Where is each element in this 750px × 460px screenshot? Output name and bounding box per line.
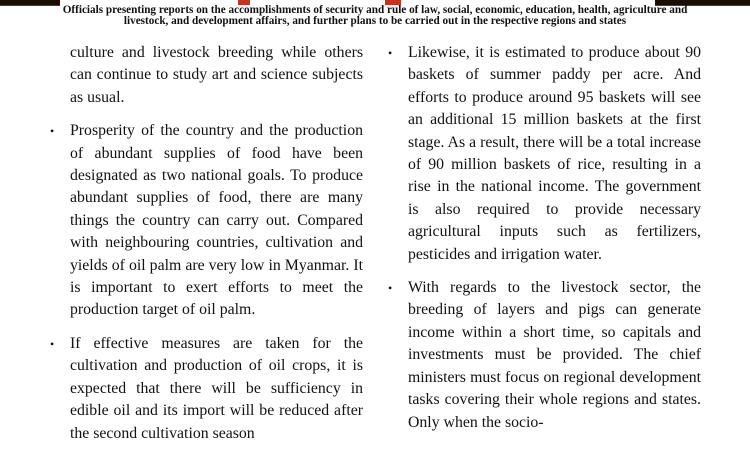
paragraph [50,42,363,109]
bullet-paragraph [50,120,363,322]
paragraph-text: culture and livestock breeding while others can continue to study art and science subjects as usual. [70,44,363,106]
bullet-icon: • [388,46,393,60]
bullet-icon: • [388,281,393,296]
bullet-icon: • [50,336,55,351]
photo-image [0,0,60,6]
bullet-paragraph [388,277,701,434]
paragraph-text: Likewise, it is estimated to produce about 90 baskets of summer paddy per acre. And efforts to produce around 95 baskets will see an additional 15 million baskets at the first stage. As a result, there will be a total increase of 90 million baskets of rice, resulting in a rise in the national income. The government is also required to provide necessary agricultural inputs such as fertilizers, pesticides and irrigation water. [408,44,701,263]
bullet-paragraph [50,333,363,445]
left-column [50,42,363,456]
paragraph-text: Prosperity of the country and the production of abundant supplies of food have been designated as two national goals. To produce abundant supplies of food, there are many things the country can carry out. Compared with neighbouring countries, cultivation and yields of oil palm are very low in Myanmar. It is important to exert efforts to meet the production target of oil palm. [70,122,363,319]
photo-caption: Officials presenting reports on the accomplishments of security and rule of law, social, economic, education, health, agriculture and livestock, and development affairs, and further plans to be carried out in the respective regions and states [62,4,688,27]
bullet-paragraph [388,42,701,266]
right-column [388,42,701,445]
paragraph-text: If effective measures are taken for the cultivation and production of oil crops, it is expected that there will be sufficiency in edible oil and its import will be reduced after the second cultivation season [70,334,363,442]
bullet-icon: • [50,124,55,139]
paragraph-text: With regards to the livestock sector, the breeding of layers and pigs can generate income within a short time, so capitals and investments must be provided. The chief ministers must focus on regional development tasks covering their whole regions and states. Only when the socio- [408,279,701,431]
